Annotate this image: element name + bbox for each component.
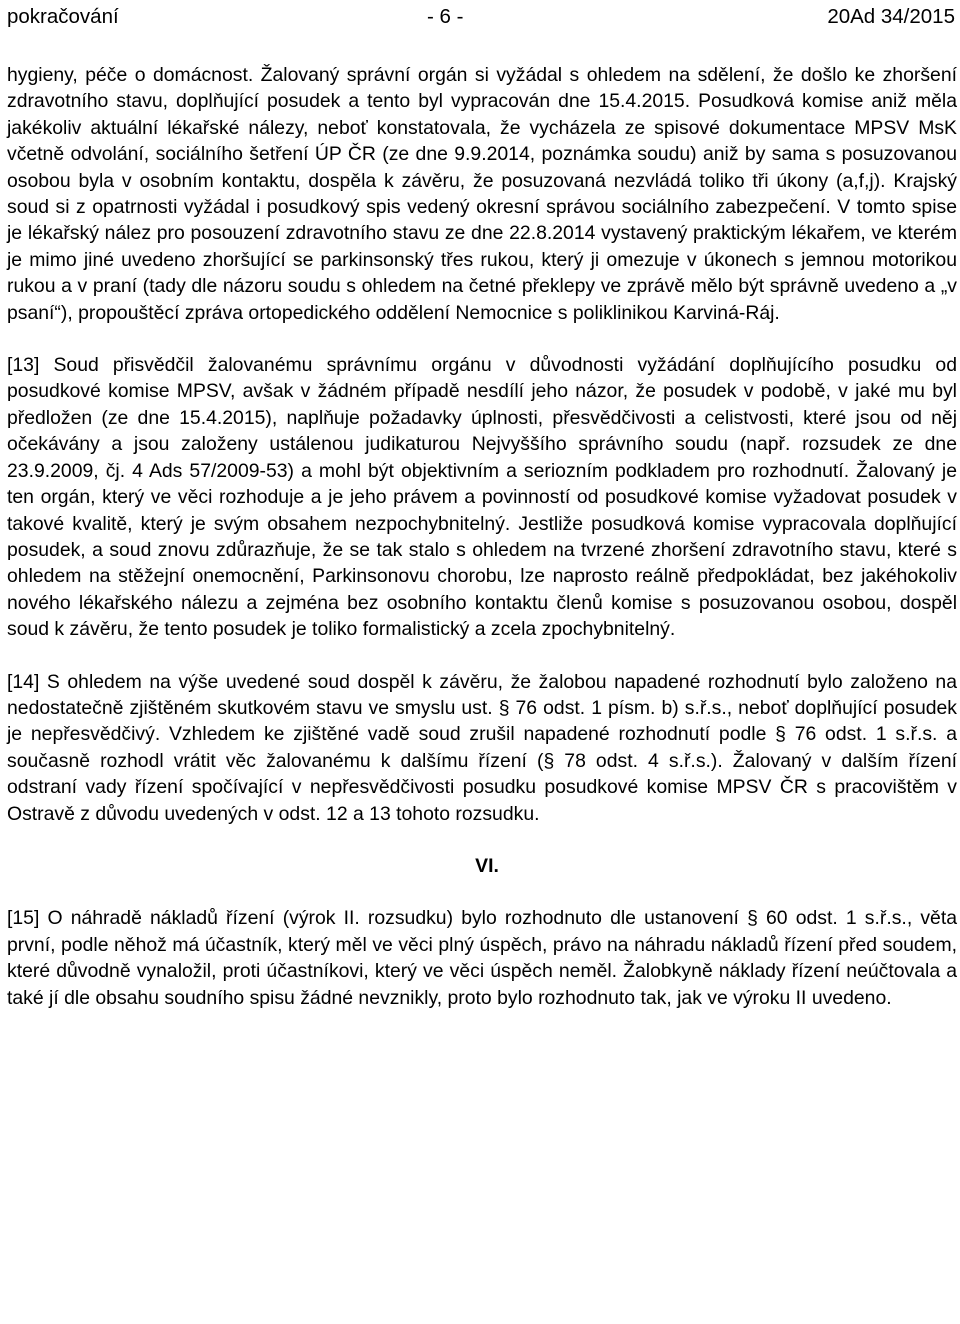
document-page [7,0,957,1011]
paragraph-spacer [7,827,957,853]
header-continuation-label: pokračování [7,5,119,28]
header-case-number: 20Ad 34/2015 [827,5,955,28]
paragraph-spacer [7,326,957,352]
paragraph-14: [14] S ohledem na výše uvedené soud dospěl k závěru, že žalobou napadené rozhodnutí bylo založeno na nedostatečně zjištěném skutkovém stavu ve smyslu ust. § 76 odst. 1 písm. b) s.ř.s., neboť doplňující posudek je nepřesvědčivý. Vzhledem ke zjištěné vadě soud zrušil napadené rozhodnutí podle § 76 odst. 1 s.ř.s. a současně rozhodl vrátit věc žalovanému k dalšímu řízení (§ 78 odst. 4 s.ř.s.). Žalovaný v dalším řízení odstraní vady řízení spočívající v nepřesvědčivosti posudku posudkové komise MPSV ČR s pracovištěm v Ostravě z důvodu uvedených v odst. 12 a 13 tohoto rozsudku. [7,670,957,825]
paragraph-spacer [7,643,957,669]
paragraph-intro: hygieny, péče o domácnost. Žalovaný správní orgán si vyžádal s ohledem na sdělení, že došlo ke zhoršení zdravotního stavu, doplňující posudek a tento byl vypracován dne 15.4.2015. Posudková komise aniž měla jakékoliv aktuální lékařské nálezy, neboť konstatovala, že vycházela ze spisové dokumentace MPSV MsK včetně odvolání, sociálního šetření ÚP ČR (ze dne 9.9.2014, poznámka soudu) aniž by sama s posuzovanou osobou byla v osobním kontaktu, dospěla k závěru, že posuzovaná nezvládá toliko tři úkony (a,f,j). Krajský soud si z opatrnosti vyžádal i posudkový spis vedený okresní správou sociálního zabezpečení. V tomto spise je lékařský nález pro posouzení zdravotního stavu ze dne 22.8.2014 vystavený praktickým lékařem, ve kterém je mimo jiné uvedeno zhoršující se parkinsonský třes rukou, který ji omezuje v úkonech s jemnou motorikou rukou a v praní (tady dle názoru soudu s ohledem na četné překlepy ve zprávě mělo být správně uvedeno a „v psaní“), propouštěcí zpráva ortopedického oddělení Nemocnice s poliklinikou Karviná-Ráj. [7,64,957,324]
paragraph-13: [13] Soud přisvědčil žalovanému správnímu orgánu v důvodnosti vyžádání doplňujícího posudku od posudkové komise MPSV, avšak v žádném případě nesdílí jeho názor, že posudek v podobě, v jaké mu byl předložen (ze dne 15.4.2015), naplňuje požadavky úplnosti, přesvědčivosti a celistvosti, které jsou od něj očekávány a jsou založeny ustálenou judikaturou Nejvyššího správního soudu (např. rozsudek ze dne 23.9.2009, čj. 4 Ads 57/2009-53) a mohl být objektivním a seriozním podkladem pro rozhodnutí. Žalovaný je ten orgán, který ve věci rozhoduje a je jeho právem a povinností od posudkové komise vyžadovat posudek v takové kvalitě, který je svým obsahem nezpochybnitelný. Jestliže posudková komise vypracovala doplňující posudek, a soud znovu zdůrazňuje, že se tak stalo s ohledem na tvrzené zhoršení zdravotního stavu, které s ohledem na stěžejní onemocnění, Parkinsonovu chorobu, lze naprosto reálně předpokládat, bez jakéhokoliv nového lékařského nálezu a zejména bez osobního kontaktu členů komise s posuzovanou osobou, dospěl soud k závěru, že tento posudek je toliko formalistický a zcela zpochybnitelný. [7,354,957,641]
paragraph-spacer [7,879,957,905]
header-page-number: - 6 - [427,5,464,28]
section-heading: VI. [475,854,499,877]
page-header [7,4,957,38]
paragraph-15: [15] O náhradě nákladů řízení (výrok II. rozsudku) bylo rozhodnuto dle ustanovení § 60 odst. 1 s.ř.s., věta první, podle něhož má účastník, který měl ve věci plný úspěch, právo na náhradu nákladů řízení před soudem, které důvodně vynaložil, proti účastníkovi, který ve věci úspěch neměl. Žalobkyně náklady řízení neúčtovala a také jí dle obsahu soudního spisu žádné nevznikly, proto bylo rozhodnuto tak, jak ve výroku II uvedeno. [7,907,957,1009]
